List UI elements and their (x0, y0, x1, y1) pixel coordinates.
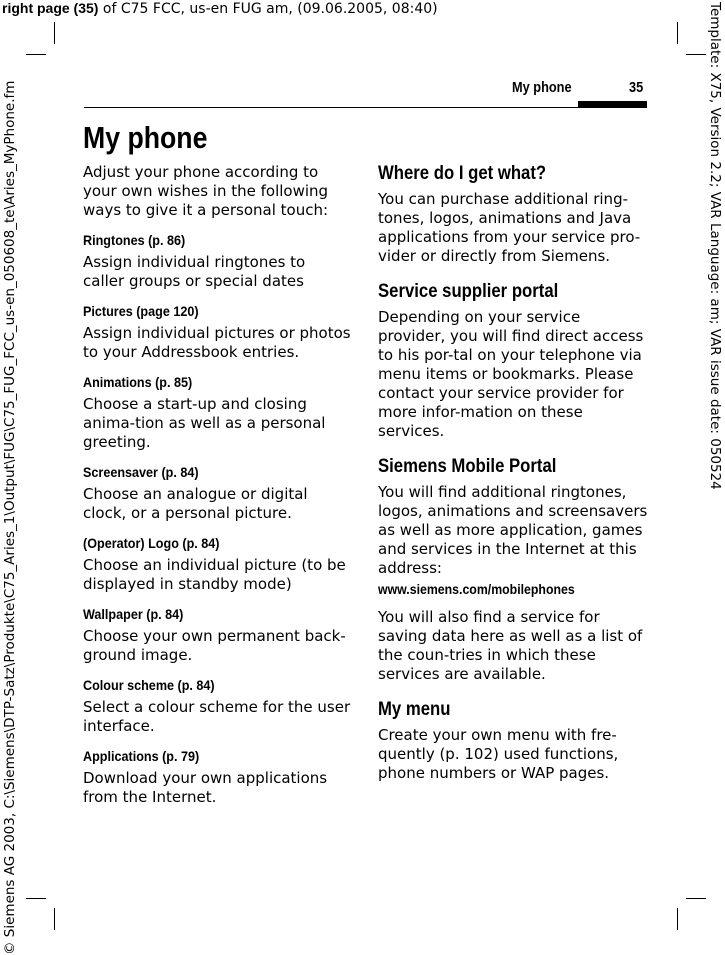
service-portal-heading: Service supplier portal (378, 281, 559, 302)
my-menu-heading: My menu (378, 699, 451, 720)
page-number: 35 (629, 80, 644, 96)
intro-text: Adjust your phone according to your own wishes in the following ways to give it a personal touch: (83, 163, 329, 219)
crop-mark-br-h (686, 898, 706, 899)
header-rule (84, 107, 647, 108)
print-job-page: right page (35) (2, 0, 99, 16)
page-title: My phone (83, 120, 208, 155)
running-header-title: My phone (512, 80, 572, 96)
screensaver-text: Choose an analogue or digital clock, or a personal picture. (83, 485, 308, 522)
where-text: You can purchase additional ring-tones, logos, animations and Java applications from your service pro-vider or directly from Siemens. (378, 190, 641, 265)
crop-mark-tl-v (54, 22, 55, 44)
left-column (83, 160, 351, 807)
crop-mark-tl-h (26, 54, 46, 55)
print-job-info (2, 0, 438, 18)
crop-mark-tr-h (686, 54, 706, 55)
my-menu-text: Create your own menu with fre-quently (p. 102) used functions, phone numbers or WAP pages. (378, 726, 619, 782)
ringtones-text: Assign individual ringtones to caller groups or special dates (83, 253, 306, 290)
print-job-details: of C75 FCC, us-en FUG am, (09.06.2005, 08:40) (98, 1, 438, 17)
siemens-url: www.siemens.com/mobilephones (378, 581, 575, 597)
logo-text: Choose an individual picture (to be displayed in standby mode) (83, 556, 346, 593)
siemens-portal-heading: Siemens Mobile Portal (378, 456, 557, 477)
crop-mark-tr-v (677, 22, 678, 44)
applications-text: Download your own applications from the Internet. (83, 769, 328, 806)
where-heading: Where do I get what? (378, 163, 547, 184)
wallpaper-text: Choose your own permanent back-ground image. (83, 627, 346, 664)
animations-text: Choose a start-up and closing anima-tion as well as a personal greeting. (83, 395, 326, 451)
screensaver-heading: Screensaver (p. 84) (83, 464, 199, 480)
file-path-sidebar: © Siemens AG 2003, C:\Siemens\DTP-Satz\Produkte\C75_Aries_1\Output\FUG\C75_FUG_FCC_us-en_050608_te\Aries_MyPhone.fm (2, 80, 18, 955)
pictures-text: Assign individual pictures or photos to your Addressbook entries. (83, 324, 351, 361)
ringtones-heading: Ringtones (p. 86) (83, 232, 186, 248)
pictures-heading: Pictures (page 120) (83, 303, 199, 319)
applications-heading: Applications (p. 79) (83, 748, 200, 764)
crop-mark-bl-h (26, 898, 46, 899)
crop-mark-br-v (677, 908, 678, 930)
animations-heading: Animations (p. 85) (83, 374, 193, 390)
wallpaper-heading: Wallpaper (p. 84) (83, 606, 184, 622)
service-portal-text: Depending on your service provider, you will find direct access to his por-tal on your telephone via menu items or bookmarks. Please contact your service provider for more infor-mation on these services. (378, 308, 644, 440)
crop-mark-bl-v (54, 908, 55, 930)
siemens-portal-text: You will find additional ringtones, logos, animations and screensavers as well as more application, games and services in the Internet at this address: (378, 483, 648, 577)
colour-scheme-text: Select a colour scheme for the user interface. (83, 698, 351, 735)
template-info-sidebar: Template: X75, Version 2.2; VAR Language: am; VAR issue date: 050524 (707, 2, 723, 490)
colour-scheme-heading: Colour scheme (p. 84) (83, 677, 215, 693)
logo-heading: (Operator) Logo (p. 84) (83, 535, 220, 551)
right-column (378, 162, 648, 783)
siemens-portal-text-2: You will also find a service for saving data here as well as a list of the coun-tries in which these services are available. (378, 608, 643, 683)
